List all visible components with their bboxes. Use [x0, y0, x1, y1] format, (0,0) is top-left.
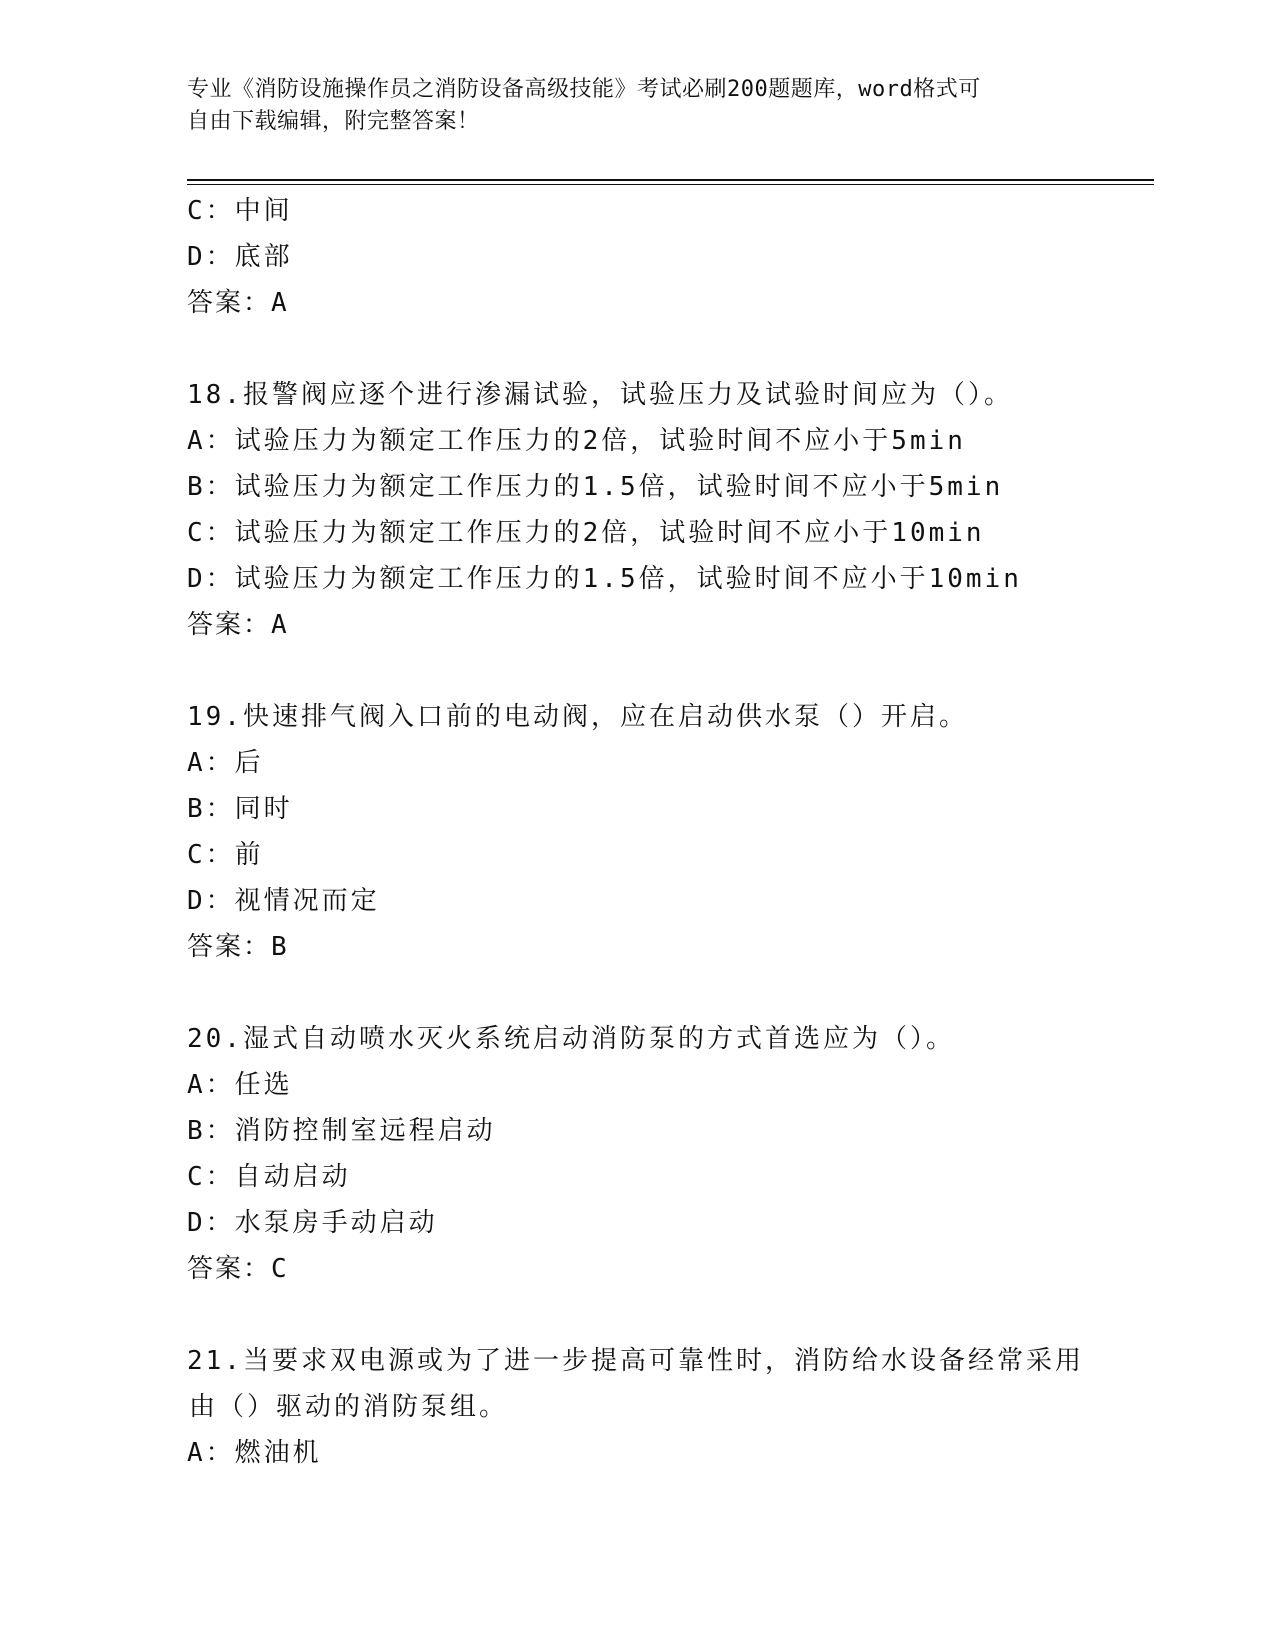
question-stem-line-2: 由（）驱动的消防泵组。 [189, 1392, 509, 1422]
question-stem: 18.报警阀应逐个进行渗漏试验，试验压力及试验时间应为（）。 [187, 380, 1013, 410]
header-title-line-2: 自由下载编辑，附完整答案！ [187, 109, 480, 134]
spacer [187, 648, 1107, 694]
option-d: D：底部 [187, 242, 293, 272]
answer-line: 答案：A [187, 610, 289, 640]
question-block-21 [187, 1338, 1107, 1476]
option-d: D：水泵房手动启动 [187, 1208, 438, 1238]
question-stem-line-1: 21.当要求双电源或为了进一步提高可靠性时，消防给水设备经常采用 [187, 1346, 1084, 1376]
option-b: B：试验压力为额定工作压力的1.5倍，试验时间不应小于5min [187, 472, 1004, 502]
question-stem: 20.湿式自动喷水灭火系统启动消防泵的方式首选应为（）。 [187, 1024, 955, 1054]
option-b: B：同时 [187, 794, 293, 824]
answer-line: 答案：C [187, 1254, 289, 1284]
spacer [187, 1292, 1107, 1338]
question-block-20 [187, 1016, 1107, 1292]
answer-line: 答案：A [187, 288, 289, 318]
option-d: D：视情况而定 [187, 886, 380, 916]
question-list [187, 188, 1107, 1476]
document-header [187, 74, 1087, 138]
answer-line: 答案：B [187, 932, 289, 962]
question-block-19 [187, 694, 1107, 970]
question-block-18 [187, 372, 1107, 648]
option-a: A：燃油机 [187, 1438, 322, 1468]
option-b: B：消防控制室远程启动 [187, 1116, 496, 1146]
question-stem: 19.快速排气阀入口前的电动阀，应在启动供水泵（）开启。 [187, 702, 968, 732]
option-c: C：中间 [187, 196, 293, 226]
option-a: A：试验压力为额定工作压力的2倍，试验时间不应小于5min [187, 426, 966, 456]
option-a: A：任选 [187, 1070, 293, 1100]
header-title-line-1: 专业《消防设施操作员之消防设备高级技能》考试必刷200题题库，word格式可 [187, 77, 981, 102]
header-divider-thick [187, 179, 1154, 181]
option-d: D：试验压力为额定工作压力的1.5倍，试验时间不应小于10min [187, 564, 1022, 594]
option-c: C：自动启动 [187, 1162, 351, 1192]
option-c: C：试验压力为额定工作压力的2倍，试验时间不应小于10min [187, 518, 985, 548]
spacer [187, 970, 1107, 1016]
question-block-17 [187, 188, 1107, 326]
option-c: C：前 [187, 840, 264, 870]
spacer [187, 326, 1107, 372]
option-a: A：后 [187, 748, 264, 778]
header-divider-thin [187, 184, 1154, 185]
